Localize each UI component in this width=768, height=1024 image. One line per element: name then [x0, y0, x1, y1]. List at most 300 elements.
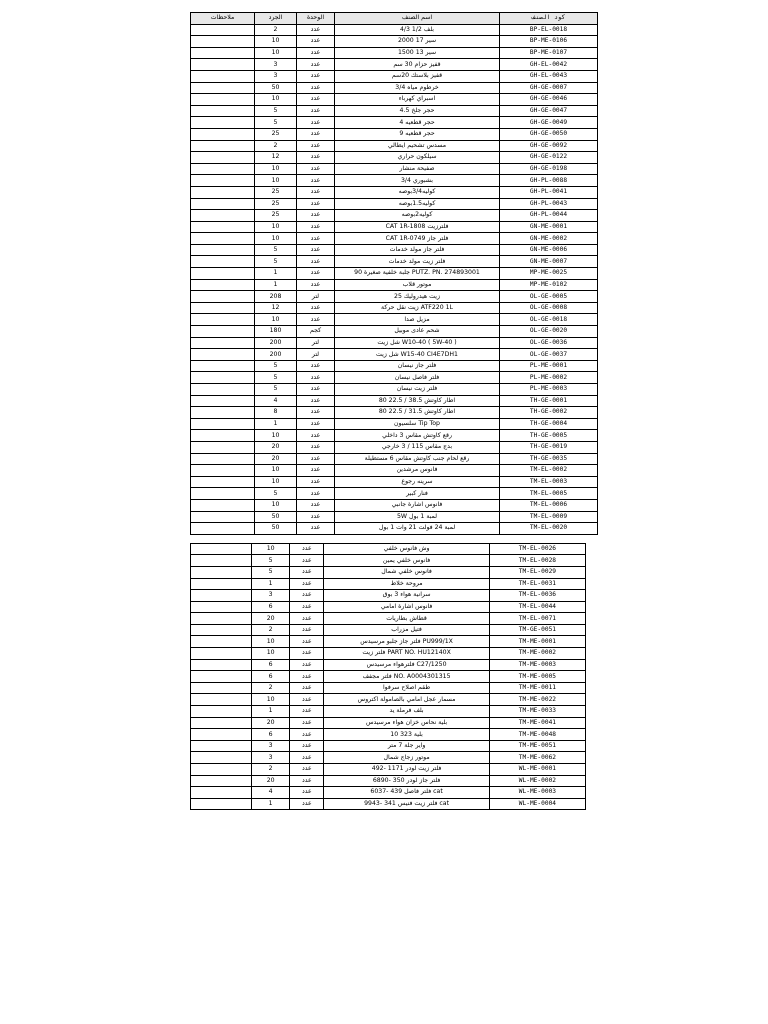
unit-cell: عدد	[297, 418, 335, 430]
unit-cell: عدد	[297, 221, 335, 233]
notes-cell	[191, 140, 255, 152]
notes-cell	[191, 430, 255, 442]
unit-cell: عدد	[297, 441, 335, 453]
qty-cell: 4	[255, 395, 297, 407]
qty-cell: 1	[255, 418, 297, 430]
notes-cell	[191, 268, 255, 280]
unit-cell: عدد	[290, 764, 324, 776]
unit-cell: عدد	[297, 395, 335, 407]
qty-cell: 208	[255, 291, 297, 303]
item-code-cell: TM-ME-0005	[489, 671, 585, 683]
unit-cell: عدد	[290, 682, 324, 694]
item-name-cell: بلية نحاس خزان هواء مرسيدس	[324, 717, 489, 729]
notes-cell	[191, 717, 252, 729]
notes-cell	[191, 163, 255, 175]
table-row	[191, 314, 598, 326]
table-row	[191, 233, 598, 245]
item-code-cell: BP-EL-0018	[500, 24, 598, 36]
item-code-cell: TH-GE-0035	[500, 453, 598, 465]
unit-cell: عدد	[297, 407, 335, 419]
table-row	[191, 465, 598, 477]
qty-cell: 1	[252, 578, 290, 590]
item-code-cell: TM-ME-0048	[489, 729, 585, 741]
table-row	[191, 279, 598, 291]
unit-cell: عدد	[297, 302, 335, 314]
qty-cell: 10	[255, 36, 297, 48]
qty-cell: 1	[255, 268, 297, 280]
header-qty: الجرد	[255, 13, 297, 25]
item-code-cell: OL-GE-0020	[500, 326, 598, 338]
unit-cell: عدد	[297, 210, 335, 222]
item-code-cell: GH-GE-0092	[500, 140, 598, 152]
table-row	[191, 36, 598, 48]
header-row	[191, 13, 598, 25]
unit-cell: لتر	[297, 337, 335, 349]
table-row	[191, 441, 598, 453]
table-2-body	[191, 543, 586, 810]
table-row	[191, 488, 598, 500]
qty-cell: 5	[255, 256, 297, 268]
qty-cell: 10	[255, 47, 297, 59]
item-code-cell: WL-ME-0002	[489, 775, 585, 787]
item-name-cell: مسمار عجل امامي بالصامولة اكتروس	[324, 694, 489, 706]
table-row	[191, 221, 598, 233]
table-row	[191, 47, 598, 59]
item-code-cell: TM-EL-0009	[500, 511, 598, 523]
qty-cell: 6	[252, 671, 290, 683]
qty-cell: 3	[252, 590, 290, 602]
qty-cell: 5	[255, 244, 297, 256]
item-code-cell: GH-GE-0046	[500, 94, 598, 106]
notes-cell	[191, 613, 252, 625]
item-name-cell: اسبراي كهرباء	[335, 94, 500, 106]
table-row	[191, 256, 598, 268]
notes-cell	[191, 186, 255, 198]
unit-cell: عدد	[297, 372, 335, 384]
table-row	[191, 395, 598, 407]
item-name-cell: فانوس مرشدين	[335, 465, 500, 477]
unit-cell: عدد	[290, 578, 324, 590]
unit-cell: عدد	[290, 775, 324, 787]
notes-cell	[191, 152, 255, 164]
item-name-cell: صفيحة منشار	[335, 163, 500, 175]
table-row	[191, 659, 586, 671]
notes-cell	[191, 636, 252, 648]
qty-cell: 10	[255, 175, 297, 187]
table-row	[191, 268, 598, 280]
item-name-cell: W15-40 CI4E7DH1 شل زيت	[335, 349, 500, 361]
item-name-cell: Tip Top سلسيون	[335, 418, 500, 430]
item-code-cell: TM-EL-0028	[489, 555, 585, 567]
unit-cell: عدد	[290, 787, 324, 799]
item-name-cell: موتور قلاب	[335, 279, 500, 291]
qty-cell: 25	[255, 186, 297, 198]
item-name-cell: لمبة 24 فولت 21 وات 1 بول	[335, 523, 500, 535]
item-name-cell: C27/1250 فلترهواء مرسيدس	[324, 659, 489, 671]
unit-cell: عدد	[290, 740, 324, 752]
table-row	[191, 59, 598, 71]
item-name-cell: موتور زجاج شمال	[324, 752, 489, 764]
item-name-cell: مسدس تشحيم ايطالي	[335, 140, 500, 152]
unit-cell: عدد	[290, 717, 324, 729]
unit-cell: عدد	[290, 543, 324, 555]
table-row	[191, 302, 598, 314]
table-row	[191, 787, 586, 799]
unit-cell: عدد	[297, 24, 335, 36]
table-row	[191, 543, 586, 555]
item-name-cell: فلتر جاز CAT 1R-0749	[335, 233, 500, 245]
table-row	[191, 337, 598, 349]
qty-cell: 6	[252, 601, 290, 613]
notes-cell	[191, 94, 255, 106]
notes-cell	[191, 244, 255, 256]
table-row	[191, 706, 586, 718]
unit-cell: عدد	[290, 566, 324, 578]
notes-cell	[191, 128, 255, 140]
notes-cell	[191, 566, 252, 578]
qty-cell: 20	[255, 441, 297, 453]
unit-cell: عدد	[290, 601, 324, 613]
item-code-cell: TM-ME-0062	[489, 752, 585, 764]
item-code-cell: TM-EL-0044	[489, 601, 585, 613]
table-row	[191, 105, 598, 117]
item-code-cell: TM-ME-0002	[489, 648, 585, 660]
unit-cell: لتر	[297, 291, 335, 303]
unit-cell: عدد	[297, 186, 335, 198]
item-code-cell: TH-GE-0004	[500, 418, 598, 430]
unit-cell: عدد	[290, 752, 324, 764]
table-row	[191, 349, 598, 361]
table-row	[191, 453, 598, 465]
table-row	[191, 152, 598, 164]
item-code-cell: TM-EL-0020	[500, 523, 598, 535]
unit-cell: عدد	[297, 511, 335, 523]
table-row	[191, 613, 586, 625]
notes-cell	[191, 384, 255, 396]
item-name-cell: كوليه3/4بوصه	[335, 186, 500, 198]
notes-cell	[191, 706, 252, 718]
qty-cell: 10	[252, 694, 290, 706]
item-code-cell: GN-ME-0007	[500, 256, 598, 268]
qty-cell: 10	[252, 543, 290, 555]
header-name: اسم الصنف	[335, 13, 500, 25]
item-name-cell: سير 13 1500	[335, 47, 500, 59]
table-row	[191, 578, 586, 590]
notes-cell	[191, 523, 255, 535]
qty-cell: 25	[255, 198, 297, 210]
table-row	[191, 775, 586, 787]
qty-cell: 6	[252, 729, 290, 741]
inventory-table-2	[190, 543, 586, 811]
item-code-cell: TM-ME-0001	[489, 636, 585, 648]
unit-cell: عدد	[297, 488, 335, 500]
item-name-cell: زيت هيدروليك 25	[335, 291, 500, 303]
item-name-cell: رقع لحام جنب كاوتش مقاس 6 مستطيلة	[335, 453, 500, 465]
unit-cell: عدد	[297, 82, 335, 94]
item-name-cell: فانوس اشارة جانبي	[335, 499, 500, 511]
table-row	[191, 601, 586, 613]
item-code-cell: WL-ME-0004	[489, 798, 585, 810]
qty-cell: 1	[252, 706, 290, 718]
item-name-cell: شحم عادى موبيل	[335, 326, 500, 338]
notes-cell	[191, 624, 252, 636]
qty-cell: 20	[252, 613, 290, 625]
item-name-cell: فلتر فاصل نيسان	[335, 372, 500, 384]
item-code-cell: GH-EL-0042	[500, 59, 598, 71]
notes-cell	[191, 601, 252, 613]
qty-cell: 6	[252, 659, 290, 671]
item-code-cell: WL-ME-0003	[489, 787, 585, 799]
item-code-cell: BP-ME-0106	[500, 36, 598, 48]
item-name-cell: واير جلة 7 متر	[324, 740, 489, 752]
item-name-cell: طقم اصلاح سرفوا	[324, 682, 489, 694]
notes-cell	[191, 198, 255, 210]
item-name-cell: بلف 1/2 4/3	[335, 24, 500, 36]
qty-cell: 3	[252, 740, 290, 752]
notes-cell	[191, 233, 255, 245]
unit-cell: عدد	[297, 268, 335, 280]
qty-cell: 10	[255, 94, 297, 106]
notes-cell	[191, 395, 255, 407]
section-gap	[190, 535, 586, 543]
unit-cell: عدد	[297, 256, 335, 268]
unit-cell: عدد	[297, 523, 335, 535]
notes-cell	[191, 476, 255, 488]
item-name-cell: مزيل صدا	[335, 314, 500, 326]
table-row	[191, 198, 598, 210]
unit-cell: عدد	[297, 105, 335, 117]
item-name-cell: حجر جلخ 4.5	[335, 105, 500, 117]
unit-cell: عدد	[290, 613, 324, 625]
item-name-cell: بشبوري 3/4	[335, 175, 500, 187]
unit-cell: عدد	[297, 140, 335, 152]
item-name-cell: فتيل مزراب	[324, 624, 489, 636]
item-name-cell: PUTZ. PN. 274893001 جلبة خلفية صغيرة 90	[335, 268, 500, 280]
item-code-cell: OL-GE-0005	[500, 291, 598, 303]
qty-cell: 12	[255, 302, 297, 314]
unit-cell: عدد	[297, 152, 335, 164]
qty-cell: 10	[255, 233, 297, 245]
unit-cell: عدد	[290, 694, 324, 706]
item-code-cell: TH-GE-0019	[500, 441, 598, 453]
item-code-cell: GH-PL-0088	[500, 175, 598, 187]
unit-cell: عدد	[297, 244, 335, 256]
notes-cell	[191, 337, 255, 349]
notes-cell	[191, 441, 255, 453]
item-name-cell: فانوس خلفي شمال	[324, 566, 489, 578]
table-row	[191, 671, 586, 683]
notes-cell	[191, 47, 255, 59]
item-name-cell: فلتر جاز لودر 350 -6890	[324, 775, 489, 787]
unit-cell: عدد	[297, 384, 335, 396]
qty-cell: 2	[252, 764, 290, 776]
table-row	[191, 566, 586, 578]
table-row	[191, 244, 598, 256]
item-name-cell: فلتر زيت نيسان	[335, 384, 500, 396]
qty-cell: 8	[255, 407, 297, 419]
item-name-cell: حجر قطعيه 4	[335, 117, 500, 129]
notes-cell	[191, 314, 255, 326]
table-row	[191, 360, 598, 372]
qty-cell: 10	[255, 430, 297, 442]
qty-cell: 10	[252, 636, 290, 648]
qty-cell: 5	[252, 566, 290, 578]
qty-cell: 12	[255, 152, 297, 164]
qty-cell: 10	[255, 163, 297, 175]
notes-cell	[191, 175, 255, 187]
item-name-cell: قفيز بلاستك 20سم	[335, 70, 500, 82]
unit-cell: عدد	[297, 453, 335, 465]
item-name-cell: ATF220 1L زيت نقل حركة	[335, 302, 500, 314]
qty-cell: 10	[255, 499, 297, 511]
qty-cell: 4	[252, 787, 290, 799]
item-code-cell: GH-PL-0041	[500, 186, 598, 198]
notes-cell	[191, 105, 255, 117]
unit-cell: عدد	[297, 94, 335, 106]
item-code-cell: GH-GE-0050	[500, 128, 598, 140]
notes-cell	[191, 256, 255, 268]
header-notes: ملاحظات	[191, 13, 255, 25]
qty-cell: 10	[252, 648, 290, 660]
table-1-body	[191, 24, 598, 534]
item-name-cell: سير 17 2000	[335, 36, 500, 48]
qty-cell: 5	[255, 360, 297, 372]
table-row	[191, 590, 586, 602]
item-name-cell: PART NO. HU12140X فلتر زيت	[324, 648, 489, 660]
table-row	[191, 764, 586, 776]
notes-cell	[191, 24, 255, 36]
notes-cell	[191, 279, 255, 291]
unit-cell: عدد	[290, 624, 324, 636]
unit-cell: عدد	[290, 659, 324, 671]
unit-cell: عدد	[297, 70, 335, 82]
item-code-cell: OL-GE-0008	[500, 302, 598, 314]
item-name-cell: فانوس خلفي يمين	[324, 555, 489, 567]
table-row	[191, 717, 586, 729]
item-code-cell: MP-ME-0102	[500, 279, 598, 291]
item-code-cell: PL-ME-0002	[500, 372, 598, 384]
unit-cell: عدد	[290, 706, 324, 718]
item-code-cell: TM-EL-0029	[489, 566, 585, 578]
notes-cell	[191, 590, 252, 602]
qty-cell: 5	[255, 384, 297, 396]
item-code-cell: TH-GE-0005	[500, 430, 598, 442]
notes-cell	[191, 302, 255, 314]
notes-cell	[191, 59, 255, 71]
table-row	[191, 94, 598, 106]
item-code-cell: OL-GE-0037	[500, 349, 598, 361]
table-row	[191, 729, 586, 741]
table-row	[191, 798, 586, 810]
item-name-cell: اطار كاوتش 31.5 / 22.5 80	[335, 407, 500, 419]
item-code-cell: TH-GE-0001	[500, 395, 598, 407]
qty-cell: 2	[255, 140, 297, 152]
qty-cell: 3	[255, 59, 297, 71]
notes-cell	[191, 659, 252, 671]
unit-cell: عدد	[297, 465, 335, 477]
item-name-cell: سرينه رجوع	[335, 476, 500, 488]
inventory-sheet	[190, 12, 586, 810]
notes-cell	[191, 543, 252, 555]
qty-cell: 3	[255, 70, 297, 82]
notes-cell	[191, 221, 255, 233]
unit-cell: كجم	[297, 326, 335, 338]
table-row	[191, 682, 586, 694]
notes-cell	[191, 729, 252, 741]
item-code-cell: TM-ME-0011	[489, 682, 585, 694]
notes-cell	[191, 465, 255, 477]
item-code-cell: TM-ME-0051	[489, 740, 585, 752]
item-code-cell: GH-GE-0047	[500, 105, 598, 117]
item-code-cell: TM-ME-0003	[489, 659, 585, 671]
table-row	[191, 210, 598, 222]
qty-cell: 5	[252, 555, 290, 567]
qty-cell: 180	[255, 326, 297, 338]
unit-cell: عدد	[290, 648, 324, 660]
item-code-cell: GH-EL-0043	[500, 70, 598, 82]
item-name-cell: PU999/1X فلتر جاز جلبو مرسيدس	[324, 636, 489, 648]
table-row	[191, 648, 586, 660]
qty-cell: 200	[255, 349, 297, 361]
qty-cell: 20	[255, 453, 297, 465]
item-code-cell: WL-ME-0001	[489, 764, 585, 776]
unit-cell: عدد	[297, 198, 335, 210]
item-code-cell: TM-ME-0022	[489, 694, 585, 706]
item-name-cell: قفيز حزام 30 سم	[335, 59, 500, 71]
qty-cell: 5	[255, 372, 297, 384]
item-name-cell: NO. A0004301315 فلتر مجفف	[324, 671, 489, 683]
qty-cell: 2	[252, 624, 290, 636]
table-row	[191, 555, 586, 567]
item-name-cell: فلتر زيت مولد خدمات	[335, 256, 500, 268]
item-name-cell: فنار كبير	[335, 488, 500, 500]
unit-cell: عدد	[290, 555, 324, 567]
item-code-cell: GH-GE-0007	[500, 82, 598, 94]
unit-cell: عدد	[297, 117, 335, 129]
unit-cell: لتر	[297, 349, 335, 361]
item-code-cell: TH-GE-0002	[500, 407, 598, 419]
table-row	[191, 523, 598, 535]
unit-cell: عدد	[297, 175, 335, 187]
item-name-cell: cat فلتر زيت فنيس 341 -9943	[324, 798, 489, 810]
header-unit: الوحدة	[297, 13, 335, 25]
table-row	[191, 418, 598, 430]
notes-cell	[191, 798, 252, 810]
table-row	[191, 407, 598, 419]
unit-cell: عدد	[297, 430, 335, 442]
notes-cell	[191, 694, 252, 706]
item-code-cell: GN-ME-0002	[500, 233, 598, 245]
notes-cell	[191, 210, 255, 222]
table-row	[191, 740, 586, 752]
table-row	[191, 430, 598, 442]
unit-cell: عدد	[290, 671, 324, 683]
item-code-cell: TM-EL-0002	[500, 465, 598, 477]
notes-cell	[191, 82, 255, 94]
unit-cell: عدد	[297, 279, 335, 291]
notes-cell	[191, 578, 252, 590]
unit-cell: عدد	[297, 59, 335, 71]
qty-cell: 5	[255, 488, 297, 500]
item-code-cell: TM-EL-0026	[489, 543, 585, 555]
notes-cell	[191, 682, 252, 694]
qty-cell: 1	[255, 279, 297, 291]
item-name-cell: بلية 323 10	[324, 729, 489, 741]
qty-cell: 3	[252, 752, 290, 764]
notes-cell	[191, 499, 255, 511]
notes-cell	[191, 671, 252, 683]
notes-cell	[191, 555, 252, 567]
